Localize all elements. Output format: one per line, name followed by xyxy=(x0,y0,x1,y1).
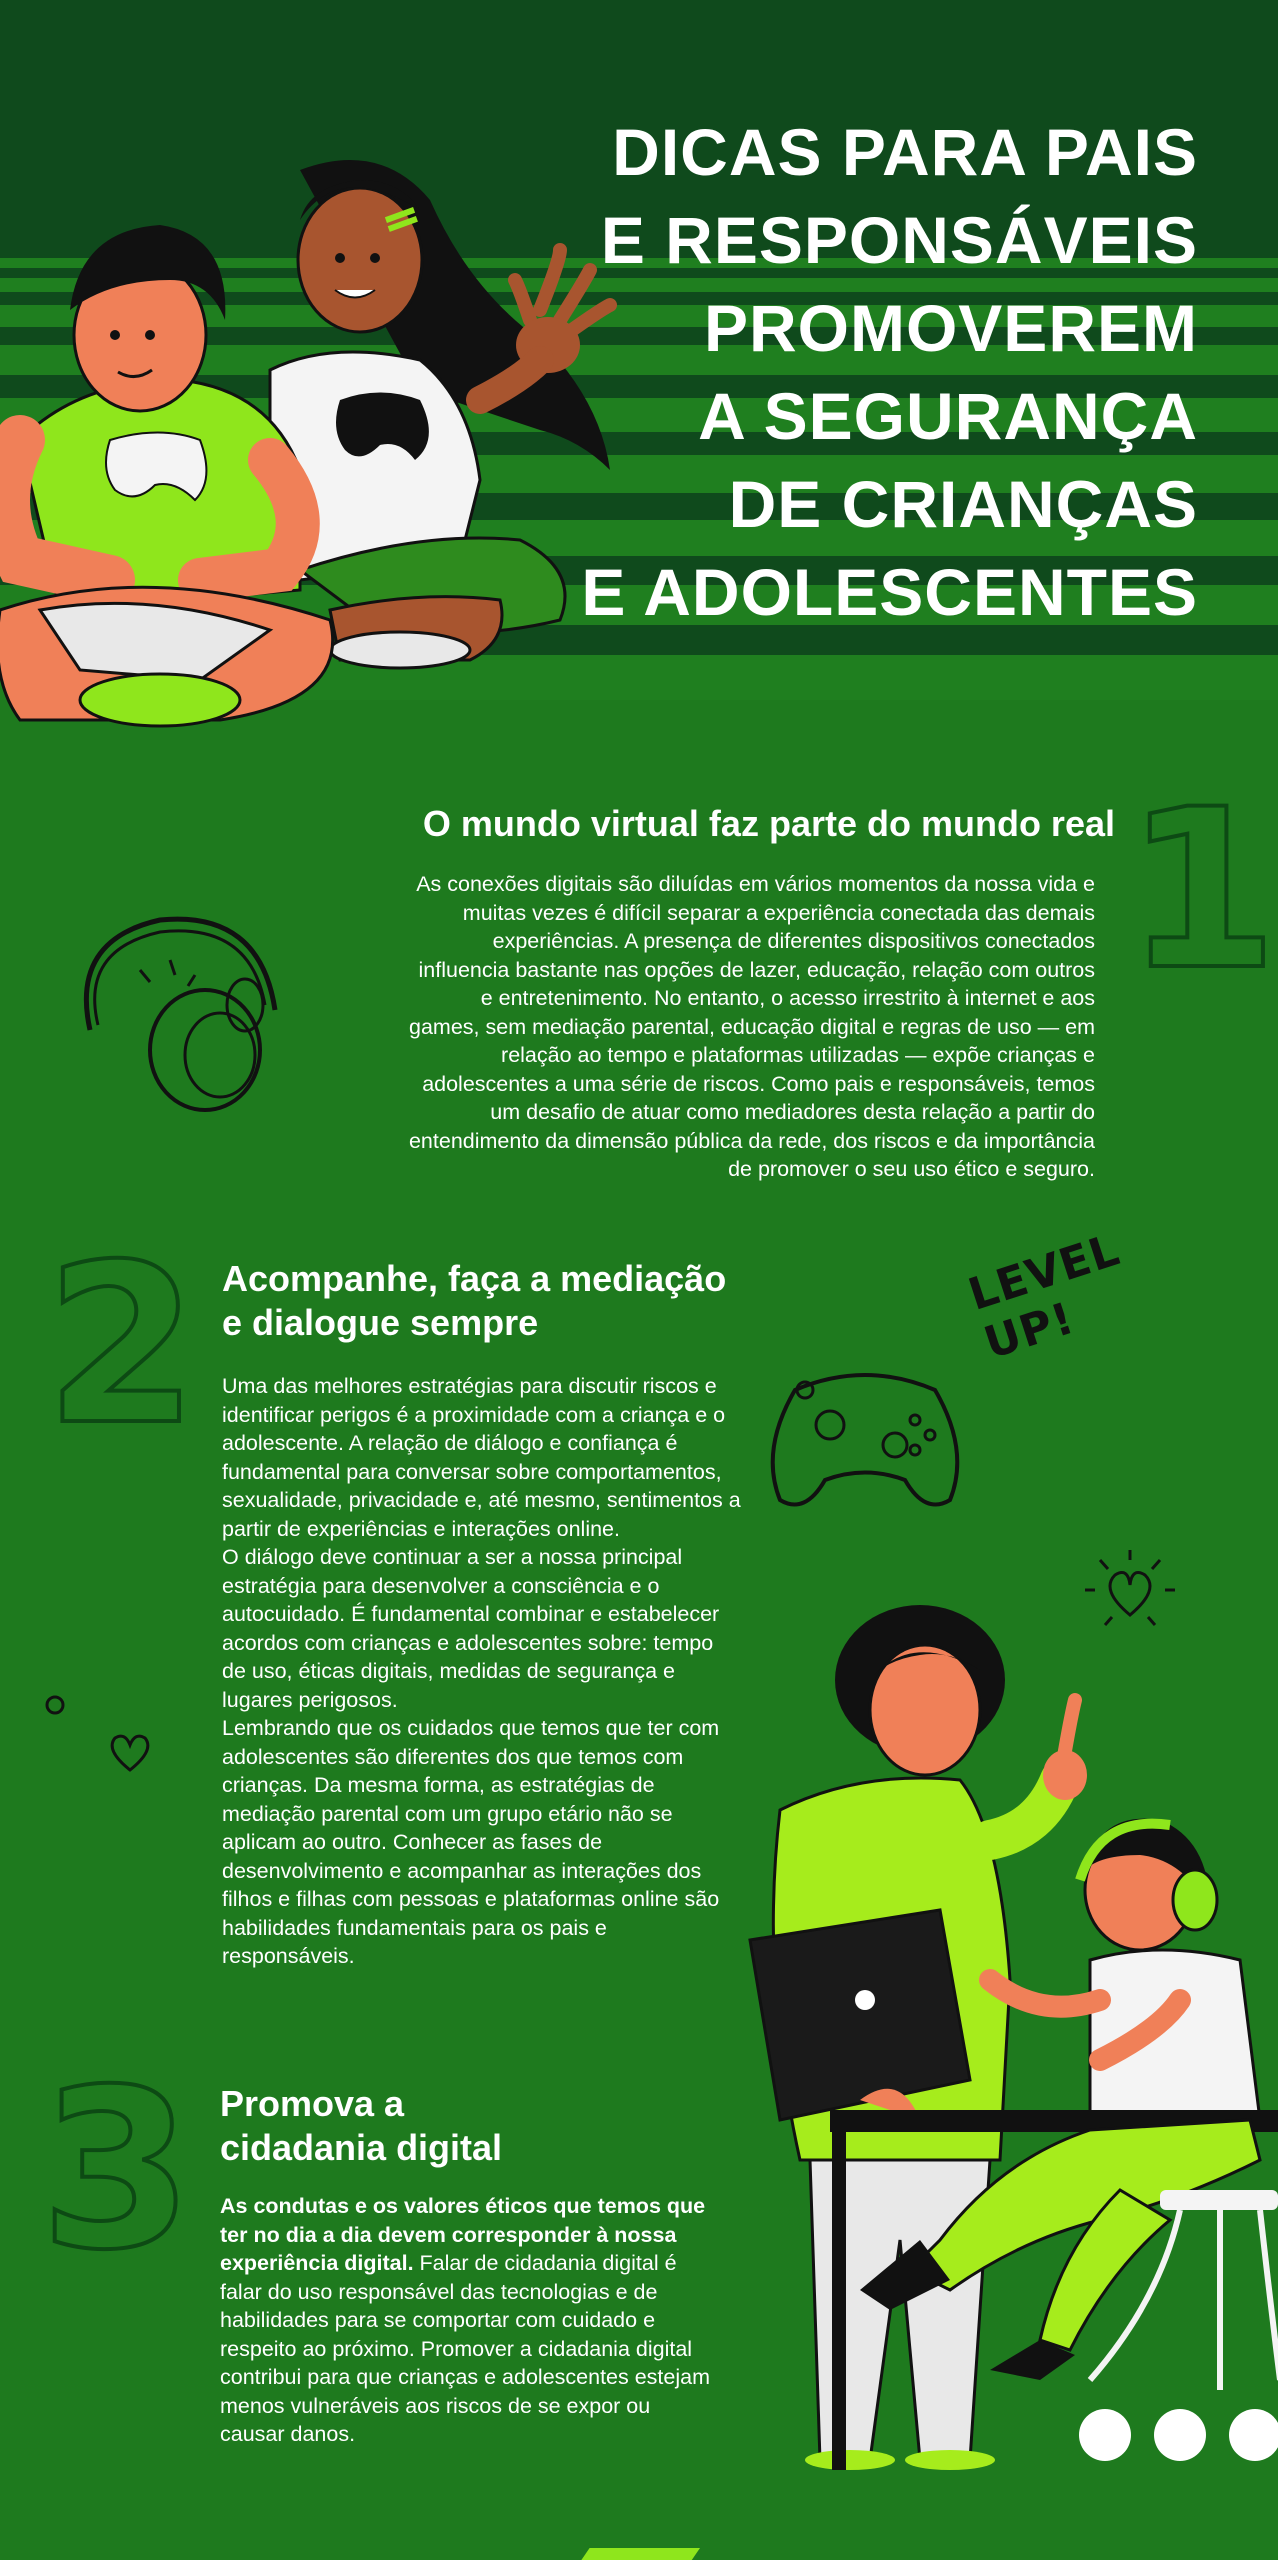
section3-body-rest: Falar de cidadania digital é falar do uso responsável das tecnologias e de habilidades para se comportar com cuidado e respeito ao próximo. Promover a cidadania digital contribui para que crianças e adolescentes estejam menos vulneráveis aos riscos de se expor ou causar danos. xyxy=(220,2251,711,2446)
section2-paragraph: Lembrando que os cuidados que temos que ter com adolescentes são diferentes dos que temos com crianças. Da mesma forma, as estratégias de mediação parental com um grupo etário não se aplicam ao outro. Conhecer as fases de desenvolvimento e acompanhar as interações dos filhos e filhas com pessoas e plataformas online são habilidades fundamentais para os pais e responsáveis. xyxy=(222,1716,720,1968)
title-line: PROMOVEREM xyxy=(703,291,1198,365)
headphones-icon xyxy=(70,900,280,1120)
section-number-1: 1 xyxy=(1125,762,1278,1018)
section3-title xyxy=(220,2082,640,2170)
section3-body xyxy=(220,2192,720,2449)
section1-title: O mundo virtual faz parte do mundo real xyxy=(422,803,1115,844)
section-number-3: 3 xyxy=(40,2042,194,2298)
section2-paragraph: Uma das melhores estratégias para discutir riscos e identificar perigos é a proximidade com a criança e o adolescente. A relação de diálogo e confiança é fundamental para conversar sobre comportamentos, sexualidade, privacidade e, até mesmo, sentimentos a partir de experiências e interações online. xyxy=(222,1374,741,1541)
kids-gaming-illustration xyxy=(0,140,650,730)
section2-paragraph: O diálogo deve continuar a ser a nossa principal estratégia para desenvolver a consciência e o autocuidado. É fundamental combinar e estabelecer acordos com crianças e adolescentes sobre: tempo de uso, éticas digitais, medidas de segurança e lugares perigosos. xyxy=(222,1545,720,1712)
section-number-2: 2 xyxy=(45,1217,199,1473)
title-line: E RESPONSÁVEIS xyxy=(600,203,1198,277)
title-line: DE CRIANÇAS xyxy=(728,467,1198,541)
section2-body xyxy=(222,1372,742,1971)
section3-title-line: cidadania digital xyxy=(220,2127,503,2168)
section2-title-line: e dialogue sempre xyxy=(222,1302,539,1343)
small-heart-icon xyxy=(40,1690,160,1790)
title-line: DICAS PARA PAIS xyxy=(612,115,1198,189)
footer-accent-mark xyxy=(580,2548,700,2560)
game-controller-icon xyxy=(765,1350,965,1520)
title-line: E ADOLESCENTES xyxy=(581,555,1198,629)
parent-child-illustration xyxy=(740,1600,1278,2470)
title-line: A SEGURANÇA xyxy=(698,379,1198,453)
section3-body-bold: As condutas e os valores éticos que temos que ter no dia a dia devem corresponder à nossa experiência digital. xyxy=(220,2194,706,2275)
section1-body: As conexões digitais são diluídas em vários momentos da nossa vida e muitas vezes é difícil separar a experiência conectada das demais experiências. A presença de diferentes dispositivos conectados influencia bastante nas opções de lazer, educação, relação com outros e entretenimento. No entanto, o acesso irrestrito à internet e aos games, sem mediação parental, educação digital e regras de uso — em relação ao tempo e plataformas utilizadas — expõe crianças e adolescentes a uma série de riscos. Como pais e responsáveis, temos um desafio de atuar como mediadores desta relação a partir do entendimento da dimensão pública da rede, dos riscos e da importância de promover o seu uso ético e seguro. xyxy=(408,872,1095,1181)
section2-title xyxy=(222,1257,782,1345)
section2-title-line: Acompanhe, faça a mediação xyxy=(222,1258,727,1299)
level-up-doodle: LEVEL UP! xyxy=(962,1224,1126,1370)
section3-title-line: Promova a xyxy=(220,2083,405,2124)
